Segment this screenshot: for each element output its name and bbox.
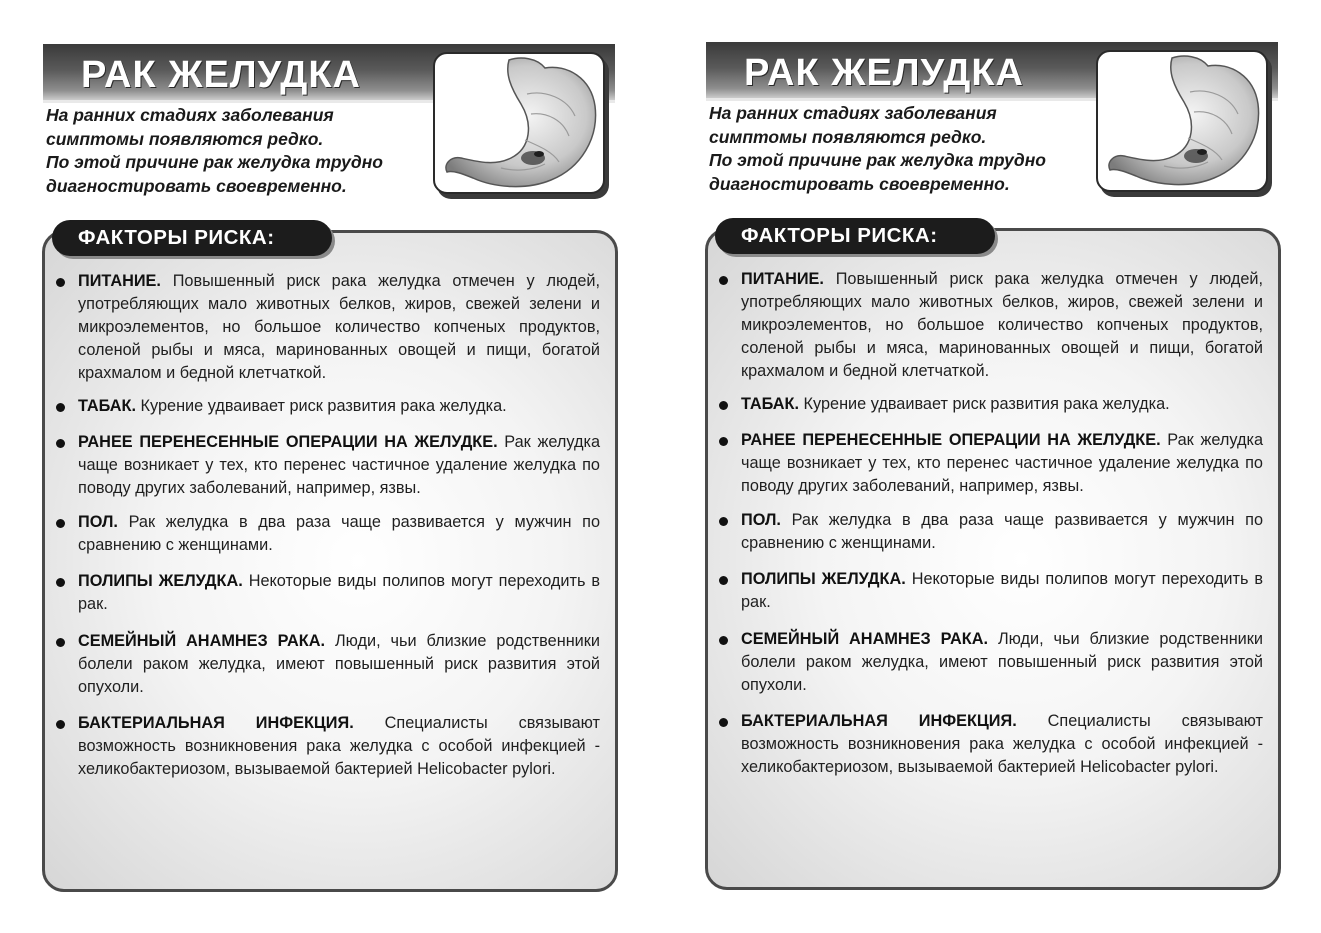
leaflet-left — [40, 40, 620, 933]
risk-factor-title: РАНЕЕ ПЕРЕНЕСЕННЫЕ ОПЕРАЦИИ НА ЖЕЛУДКЕ. — [741, 431, 1161, 449]
risk-factor-description: Некоторые виды полипов могут переходить в рак. — [741, 570, 1264, 611]
risk-factor-item — [717, 509, 1263, 555]
bullet-icon — [56, 578, 65, 587]
risk-factors-heading: ФАКТОРЫ РИСКА: — [78, 226, 275, 249]
risk-factor-title: ПОЛ. — [78, 513, 118, 531]
risk-factors-label — [715, 218, 995, 254]
risk-factor-item — [717, 628, 1263, 697]
bullet-icon — [719, 718, 728, 727]
risk-factor-description: Рак желудка чаще возникает у тех, кто перенес частичное удаление желудка по поводу других заболеваний, например, язвы. — [741, 431, 1264, 495]
intro-line: симптомы появляются редко. — [709, 126, 987, 147]
bullet-icon — [719, 636, 728, 645]
risk-factor-title: БАКТЕРИАЛЬНАЯ ИНФЕКЦИЯ. — [741, 712, 1017, 730]
intro-text — [46, 104, 436, 198]
risk-factor-title: БАКТЕРИАЛЬНАЯ ИНФЕКЦИЯ. — [78, 714, 354, 732]
stomach-icon — [435, 54, 605, 194]
intro-line: диагностировать своевременно. — [46, 175, 347, 196]
risk-factor-description: Рак желудка чаще возникает у тех, кто перенес частичное удаление желудка по поводу других заболеваний, например, язвы. — [78, 433, 601, 497]
bullet-icon — [56, 720, 65, 729]
risk-factor-description: Курение удваивает риск развития рака желудка. — [803, 395, 1170, 413]
risk-factor-description: Люди, чьи близкие родственники болели раком желудка, имеют повышенный риск развития этой опухоли. — [741, 630, 1263, 694]
page-title: РАК ЖЕЛУДКА — [744, 52, 1024, 94]
intro-line: На ранних стадиях заболевания — [709, 103, 997, 123]
risk-factor-item — [54, 570, 600, 616]
risk-factor-item — [717, 268, 1263, 383]
risk-factor-description: Люди, чьи близкие родственники болели раком желудка, имеют повышенный риск развития этой опухоли. — [78, 632, 600, 696]
bullet-icon — [719, 401, 728, 410]
stomach-illustration — [433, 52, 605, 194]
risk-factor-description: Некоторые виды полипов могут переходить в рак. — [78, 572, 601, 613]
risk-factor-item — [717, 710, 1263, 779]
risk-factor-item — [54, 630, 600, 699]
risk-factor-title: ТАБАК. — [78, 397, 136, 415]
stomach-icon — [1098, 52, 1268, 192]
bullet-icon — [56, 638, 65, 647]
intro-line: На ранних стадиях заболевания — [46, 105, 334, 125]
risk-factor-item — [717, 429, 1263, 498]
bullet-icon — [56, 439, 65, 448]
risk-factors-heading: ФАКТОРЫ РИСКА: — [741, 224, 938, 247]
bullet-icon — [56, 519, 65, 528]
leaflet-right — [703, 38, 1283, 933]
intro-text — [709, 102, 1099, 196]
risk-factor-title: ПОЛ. — [741, 511, 781, 529]
risk-factors-list — [54, 270, 600, 781]
risk-factor-title: ПОЛИПЫ ЖЕЛУДКА. — [78, 572, 243, 590]
risk-factor-description: Рак желудка в два раза чаще развивается у мужчин по сравнению с женщинами. — [741, 511, 1264, 552]
risk-factor-item — [54, 431, 600, 500]
risk-factor-description: Специалисты связывают возможность возникновения рака желудка с особой инфекцией - хеликобактериозом, вызываемой бактерией Helicobacter pylori. — [78, 714, 600, 778]
risk-factor-item — [54, 270, 600, 385]
stomach-illustration — [1096, 50, 1268, 192]
risk-factor-title: ПИТАНИЕ. — [78, 272, 161, 290]
risk-factors-label — [52, 220, 332, 256]
risk-factor-description: Рак желудка в два раза чаще развивается у мужчин по сравнению с женщинами. — [78, 513, 601, 554]
risk-factor-item — [54, 395, 600, 418]
risk-factor-item — [717, 393, 1263, 416]
risk-factor-description: Курение удваивает риск развития рака желудка. — [140, 397, 507, 415]
intro-line: По этой причине рак желудка трудно — [46, 152, 383, 172]
bullet-icon — [719, 517, 728, 526]
risk-factors-list — [717, 268, 1263, 779]
intro-line: По этой причине рак желудка трудно — [709, 150, 1046, 170]
risk-factor-title: СЕМЕЙНЫЙ АНАМНЕЗ РАКА. — [78, 632, 326, 650]
page-title: РАК ЖЕЛУДКА — [81, 54, 361, 96]
bullet-icon — [56, 278, 65, 287]
risk-factor-title: СЕМЕЙНЫЙ АНАМНЕЗ РАКА. — [741, 630, 989, 648]
risk-factor-description: Повышенный риск рака желудка отмечен у людей, употребляющих мало животных белков, жиров, свежей зелени и микроэлементов, но большое количество копченых продуктов, соленой рыбы и мяса, маринованных овощей и пищи, богатой крахмалом и бедной клетчаткой. — [741, 270, 1263, 380]
bullet-icon — [56, 403, 65, 412]
risk-factor-description: Специалисты связывают возможность возникновения рака желудка с особой инфекцией - хеликобактериозом, вызываемой бактерией Helicobacter pylori. — [741, 712, 1263, 776]
risk-factor-title: РАНЕЕ ПЕРЕНЕСЕННЫЕ ОПЕРАЦИИ НА ЖЕЛУДКЕ. — [78, 433, 498, 451]
risk-factor-description: Повышенный риск рака желудка отмечен у людей, употребляющих мало животных белков, жиров, свежей зелени и микроэлементов, но большое количество копченых продуктов, соленой рыбы и мяса, маринованных овощей и пищи, богатой крахмалом и бедной клетчаткой. — [78, 272, 600, 382]
intro-line: диагностировать своевременно. — [709, 173, 1010, 194]
risk-factor-title: ТАБАК. — [741, 395, 799, 413]
risk-factor-item — [54, 712, 600, 781]
risk-factor-title: ПОЛИПЫ ЖЕЛУДКА. — [741, 570, 906, 588]
risk-factor-title: ПИТАНИЕ. — [741, 270, 824, 288]
intro-line: симптомы появляются редко. — [46, 128, 324, 149]
bullet-icon — [719, 276, 728, 285]
bullet-icon — [719, 576, 728, 585]
bullet-icon — [719, 437, 728, 446]
risk-factor-item — [717, 568, 1263, 614]
risk-factor-item — [54, 511, 600, 557]
